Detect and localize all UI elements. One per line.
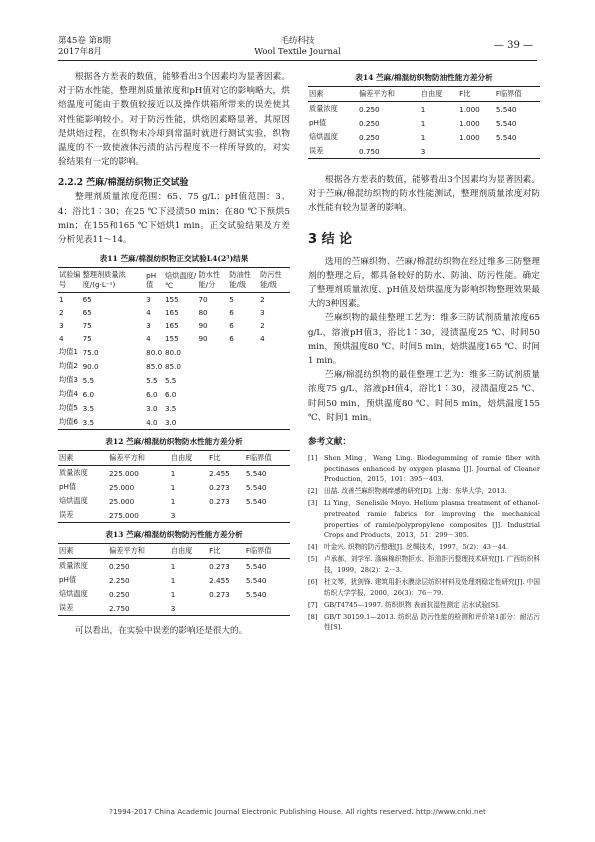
table-cell: 225.000 [109,468,139,478]
table-cell: 3 [59,321,64,331]
table-cell: 0.273 [209,496,230,506]
column-header: 因素 [308,87,358,102]
table-cell: 2.455 [209,575,230,585]
paragraph: 选用的苎麻织物、苎麻/棉混纺织物在经过维多三防整理剂的整理之后，都具备较好的防水、防油、防污性能。确定了整理剂质量浓度、pH值及焙烘温度为影响织物整理效果最大的3种因素。 [308,256,540,310]
table-cell: 0.273 [209,589,230,599]
table-cell: 均值1 [59,347,78,357]
column-header: 自由度 [170,451,208,466]
column-header: F比 [458,87,495,102]
table-cell: 2.250 [109,575,130,585]
references-list [308,453,540,633]
table-cell: 1.000 [459,104,480,114]
table-row [58,466,290,481]
column-header: 偏差平方和 [108,544,170,559]
table-cell: 1 [420,132,426,142]
subsection-heading: 2.2.2 苎麻/棉混纺织物正交试验 [58,178,189,189]
column-header: 防污性能/级 [259,268,290,293]
reference-text: 卢承郝，刘学军. 涤麻棉织物拒水、拒油拒污整理技术研究[J]. 广西纺织科技，1999，28(2)：2－3. [324,555,540,574]
column-header: 防油性能/级 [228,268,259,293]
table-cell: 0.273 [209,561,230,571]
paragraph: 根据各方差表的数值，能够看出3个因素均为显著因素。对于防水性能，整理剂质量浓度和pH值对它的影响略大，烘焙温度可能由于数值较接近以及操作烘箱所带来的误差使其对性能影响较小。对于防污性能，烘焙因素略显著，其原因是烘焙过程，在织物未冷却到常温时就进行测试实验，织物温度的不一致使液体污渍的沾污程度不一样所导致的，对实验结果有一定的影响。 [58,72,290,168]
table-cell: 2 [260,321,265,331]
page-number: — 39 — [493,40,533,51]
paragraph: 可以看出，在实验中误差的影响还是很大的。 [75,626,248,637]
table-cell [197,373,228,387]
table-cell: 80.0 [164,347,181,357]
table-row [308,144,540,159]
reference-number: [4] [308,543,318,552]
column-header: pH值 [145,268,164,293]
table-cell: 5.540 [245,561,267,571]
table-cell: 0.250 [109,561,130,571]
reference-text: 杜文琴，犹剑锋. 建筑用拒水膜涂层纺织材料及处理剂稳定性研究[J]. 中国纺织大学学报，2000，26(3)：76－79. [324,578,540,597]
table-cell [228,345,259,359]
table-cell: 均值6 [58,415,82,430]
references-heading: 参考文献： [308,437,351,448]
table-cell: 5.5 [146,375,158,385]
table-cell: 0.250 [359,118,380,128]
table-cell: 4 [146,308,151,318]
table-cell [245,601,290,616]
table-cell: 1 [420,118,426,128]
column-header: F临界值 [495,87,540,102]
table-cell [259,359,290,373]
table-11 [58,267,290,430]
table-row [58,332,290,345]
table-cell: 75 [82,334,92,344]
table-cell: 3.5 [82,415,146,430]
table-cell: 1.000 [459,118,480,128]
table-cell [228,415,259,430]
left-column [58,70,290,638]
table-cell: 误差 [58,601,108,616]
reference-number: [8] [308,612,318,621]
table-cell: 1 [170,468,176,478]
table-cell: 5.540 [495,132,517,142]
table-cell [259,345,290,359]
table-cell [197,401,228,415]
table-row [308,130,540,144]
issue-date: 2017年8月 [58,47,103,57]
table-cell [228,359,259,373]
table-cell: 5.540 [495,104,517,114]
table-cell: 0.750 [358,144,420,159]
table-row [58,401,290,415]
table-row [58,387,290,401]
reference-number: [2] [308,487,318,496]
table-cell: 1.000 [459,132,480,142]
table-cell [458,144,495,159]
table-cell: 80.0 [146,347,163,357]
table-cell [259,387,290,401]
table-cell: pH值 [309,118,327,127]
table-cell: 6 [229,321,234,331]
reference-item [308,554,540,575]
table-cell: 165 [164,308,179,318]
table-cell: 6 [229,334,234,344]
table-cell: 85.0 [164,361,181,371]
table-12 [58,450,290,523]
table-cell: 1 [170,575,176,585]
column-header: 焙烘温度/℃ [164,268,198,293]
table-cell: 155 [164,295,179,305]
table-row [58,508,290,523]
table-cell: 90 [198,334,208,344]
table-cell: 3 [260,308,265,318]
table-cell: 65 [82,295,92,305]
table-cell: 误差 [308,144,358,159]
column-header: 因素 [58,544,108,559]
table-cell: 90 [198,321,208,331]
table-cell: pH值 [59,482,77,492]
table-caption: 表11 苎麻/棉混纺织物正交试验L4(2³)结果 [99,254,249,264]
column-header: F比 [208,451,245,466]
reference-text: Li Ying，Senelisile Moyo. Helium plasma treatment of ethanol-pretreated ramie fabrics for improving the mechanical properties of ramie/polypropylene composites [J]. Industrial Crops and Products，2013，51：299－305. [324,499,540,540]
table-cell: 质量浓度 [59,561,88,571]
table-caption: 表12 苎麻/棉混纺织物防水性能方差分析 [105,437,243,447]
column-header: 试验编号 [58,268,82,293]
table-cell: 165 [164,321,179,331]
table-cell [208,508,245,523]
table-caption: 表14 苎麻/棉混纺织物防油性能方差分析 [355,73,493,82]
table-cell: 质量浓度 [59,468,88,478]
table-row [308,102,540,117]
paragraph: 整理剂质量浓度范围：65、75 g/L；pH值范围：3、4；浴比1∶30；在25 ℃下浸渍50 min；在80 ℃下预烘5 min；在155和165 ℃下焙烘1 min。正交试验结果及方差分析见表11～14。 [58,192,290,246]
table-cell [495,144,540,159]
table-cell: 275.000 [108,508,170,523]
reference-item [308,577,540,598]
reference-number: [6] [308,578,318,587]
table-cell: 3 [146,295,151,305]
table-cell: 1 [170,589,176,599]
table-row [58,587,290,601]
table-cell: 1 [420,104,426,114]
right-column [308,70,540,635]
reference-text: GB/T 30159.1—2013. 纺织品 防污性能的检测和评价第1部分：耐沾污性[S]. [324,612,540,632]
table-cell: 3.0 [146,403,158,413]
journal-title-en: Wool Textile Journal [254,47,341,57]
table-cell: 5.540 [495,118,517,128]
table-cell: 0.250 [359,132,380,142]
table-cell: 1 [170,482,176,492]
table-cell: 焙烘温度 [309,132,338,141]
table-cell: 均值2 [59,361,78,371]
table-row [58,559,290,574]
table-row [58,345,290,359]
column-header: 整理剂质量浓度/(g·L⁻¹) [82,268,146,293]
section-heading: 3 结 论 [308,231,353,247]
table-row [58,359,290,373]
table-cell: 155 [164,334,179,344]
table-cell: 2 [260,295,265,305]
table-cell: 5.540 [245,482,267,492]
paragraph: 苎麻织物的最佳整理工艺为：维多三防试剂质量浓度65 g/L，溶液pH值3，浴比1∶30，浸渍温度25 ℃、时间50 min，预烘温度80 ℃、时间5 min，焙烘温度165 ℃、时间1 min。 [308,313,540,367]
table-cell: 75.0 [82,347,99,357]
column-header: 自由度 [170,544,208,559]
table-cell: 5 [229,295,234,305]
reference-number: [1] [308,454,318,463]
table-row [58,573,290,587]
table-14 [308,86,540,159]
table-cell: 1 [170,496,176,506]
table-cell: 0.273 [209,482,230,492]
table-cell: 4 [59,334,64,344]
table-cell: 均值3 [59,375,78,385]
table-cell: 85.0 [146,361,163,371]
column-header: F临界值 [245,544,290,559]
table-cell: 0.250 [109,589,130,599]
table-cell [259,401,290,415]
table-cell: 3.5 [164,403,177,413]
table-cell: 6 [229,308,234,318]
table-cell: 70 [198,295,208,305]
volume-issue: 第45卷 第8期 [58,36,111,46]
table-cell: 均值5 [59,403,78,413]
journal-title-cn: 毛纺科技 [280,36,315,46]
table-cell [228,401,259,415]
table-cell: 2.455 [209,468,230,478]
table-cell: 0.250 [359,104,380,114]
column-header: 自由度 [420,87,458,102]
column-header: 偏差平方和 [108,451,170,466]
table-cell: 6.0 [146,389,158,399]
table-row [58,319,290,332]
table-cell: 5.540 [245,496,267,506]
table-cell [259,415,290,430]
column-header: 偏差平方和 [358,87,420,102]
table-cell: 3 [170,508,208,523]
reference-item [308,498,540,540]
table-cell: 80 [198,308,208,318]
table-row [58,480,290,494]
table-cell: 2.750 [108,601,170,616]
table-cell: 均值4 [59,389,78,399]
table-cell: 5.540 [245,468,267,478]
table-cell [197,359,228,373]
table-cell: 75 [82,321,92,331]
paragraph: 苎麻/棉混纺织物的最佳整理工艺为：维多三防试剂质量浓度75 g/L，溶液pH值4，浴比1∶30，浸渍温度25 ℃、时间50 min，预烘温度80 ℃、时间5 min，焙烘温度155 ℃、时间1 min。 [308,370,540,423]
reference-item [308,486,540,497]
table-cell: 6.0 [82,389,95,399]
table-cell: 2 [59,308,64,318]
table-13 [58,543,290,616]
paragraph: 根据各方差表的数值，能够看出3个因素均为显著因素。对于苎麻/棉混纺织物的防水性能测试，整理剂质量浓度对防水性能有较为显著的影响。 [308,175,540,214]
reference-number: [7] [308,600,318,609]
table-cell: 3 [170,601,208,616]
table-cell: 1 [170,561,176,571]
table-row [58,494,290,508]
table-cell: 90.0 [82,361,99,371]
table-row [58,373,290,387]
table-cell: 4.0 [145,415,164,430]
table-cell: 3.5 [82,403,95,413]
table-cell [197,415,228,430]
column-header: 防水性能/分 [197,268,228,293]
table-cell: 5.540 [245,575,267,585]
table-cell: 1 [59,295,64,305]
table-cell [197,345,228,359]
reference-text: 叶金兴. 织物的防污整理[J]. 丝绸技术，1997，5(2)：43－44. [324,543,509,552]
reference-item [308,542,540,553]
column-header: F比 [208,544,245,559]
reference-item [308,600,540,611]
table-cell [228,387,259,401]
reference-text: Shen Ming，Wang Ling. Biodegumming of ramie fiber with pectinases enhanced by oxygen plasma [J]. Journal of Cleaner Production，2015，101：395－403. [324,454,540,484]
table-cell: 5.5 [82,375,95,385]
table-row [58,601,290,616]
table-cell [208,601,245,616]
table-cell: 25.000 [109,496,135,506]
reference-number: [3] [308,499,318,508]
reference-number: [5] [308,555,318,564]
table-cell [245,508,290,523]
column-header: F临界值 [245,451,290,466]
table-cell: 焙烘温度 [59,496,88,506]
table-cell: 3.0 [164,415,198,430]
table-cell: 误差 [58,508,108,523]
header-rule [58,60,537,61]
table-cell: 25.000 [109,482,135,492]
table-cell: 3 [420,144,458,159]
table-cell: 5.5 [164,375,177,385]
table-cell: 4 [146,334,151,344]
reference-text: GB/T4745—1997. 纺织织物 表面抗湿性测定 沾水试验[S]. [324,600,500,609]
table-cell: 质量浓度 [309,104,338,113]
column-header: 因素 [58,451,108,466]
table-row [58,293,290,307]
table-row [58,306,290,319]
table-cell [228,373,259,387]
table-cell: 4 [260,334,265,344]
table-cell [259,373,290,387]
reference-text: 田喆. 改善苎麻织物刺痒感的研究[D]. 上海：东华大学，2013. [324,487,507,496]
table-row [58,415,290,430]
table-caption: 表13 苎麻/棉混纺织物防污性能方差分析 [105,530,243,540]
copyright-footer: ?1994-2017 China Academic Journal Electronic Publishing House. All rights reserved. http://www.cnki.net [109,807,486,816]
table-cell: 焙烘温度 [59,589,88,599]
table-cell: 5.540 [245,589,267,599]
table-cell: pH值 [59,575,77,585]
table-row [308,116,540,130]
table-cell: 6.0 [164,389,177,399]
table-cell [197,387,228,401]
table-cell: 3 [146,321,151,331]
table-cell: 65 [82,308,92,318]
reference-item [308,453,540,485]
reference-item [308,612,540,633]
